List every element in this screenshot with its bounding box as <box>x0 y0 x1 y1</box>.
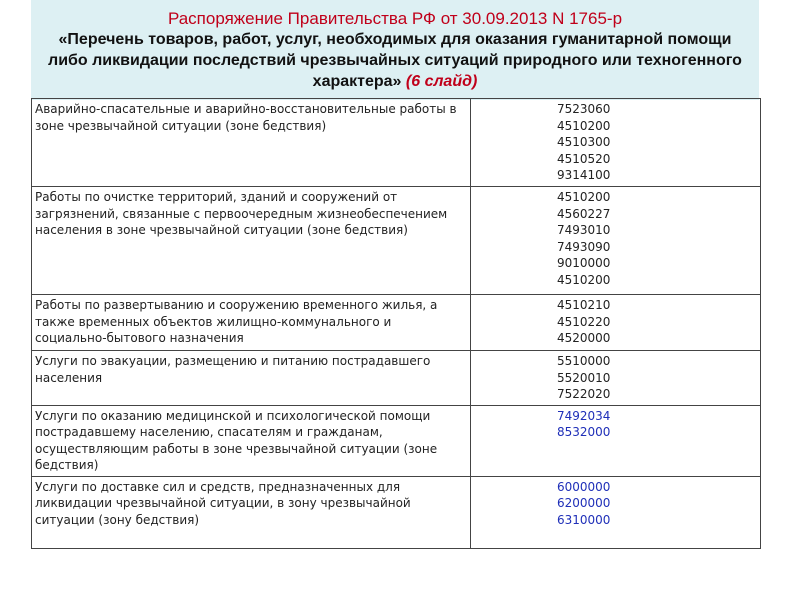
okved-code: 4510210 <box>556 298 611 312</box>
goods-table-container <box>31 98 761 549</box>
row-codes <box>470 351 760 406</box>
okved-code: 6200000 <box>556 496 611 510</box>
table-row <box>32 405 761 476</box>
row-description: Услуги по эвакуации, размещению и питанию пострадавшего населения <box>32 351 471 406</box>
okved-code: 6310000 <box>556 512 611 527</box>
table-row <box>32 295 761 351</box>
row-codes <box>470 187 760 295</box>
okved-code: 4510300 <box>556 135 611 149</box>
row-description: Работы по развертыванию и сооружению временного жилья, а также временных объектов жилищно-коммунального и социально-бытового назначения <box>32 295 471 351</box>
okved-code: 7493090 <box>556 239 611 254</box>
table-row <box>32 99 761 187</box>
okved-code: 4560227 <box>556 206 611 221</box>
okved-code: 4510200 <box>556 118 611 133</box>
slide-header <box>31 0 759 100</box>
okved-code: 4520000 <box>556 331 611 345</box>
okved-code: 4510520 <box>556 151 611 166</box>
okved-code: 7523060 <box>556 102 611 116</box>
okved-code: 4510200 <box>556 272 611 287</box>
okved-code: 7493010 <box>556 223 611 237</box>
okved-code: 6000000 <box>556 479 611 494</box>
okved-code: 4510220 <box>556 314 611 329</box>
okved-code: 7492034 <box>556 408 611 423</box>
okved-code: 9314100 <box>556 168 611 182</box>
row-codes <box>470 99 760 187</box>
okved-code: 9010000 <box>556 256 611 270</box>
slide-number-tag: (6 слайд) <box>405 73 478 90</box>
table-row <box>32 476 761 548</box>
row-description: Услуги по оказанию медицинской и психологической помощи пострадавшему населению, спасателям и гражданам, осуществляющим работы в зоне чрезвычайной ситуации (зоне бедствия) <box>32 405 471 476</box>
row-description: Аварийно-спасательные и аварийно-восстановительные работы в зоне чрезвычайной ситуации (зоне бедствия) <box>32 99 471 187</box>
okved-code: 8532000 <box>556 425 611 439</box>
table-row <box>32 351 761 406</box>
row-codes <box>470 295 760 351</box>
slide-subtitle <box>31 29 759 92</box>
subtitle-text: «Перечень товаров, работ, услуг, необходимых для оказания гуманитарной помощи либо ликвидации последствий чрезвычайных ситуаций природного или техногенного характера» <box>48 31 742 90</box>
slide-title: Распоряжение Правительства РФ от 30.09.2013 N 1765-р <box>167 9 623 28</box>
okved-code: 5510000 <box>556 354 611 368</box>
row-codes <box>470 405 760 476</box>
table-row <box>32 187 761 295</box>
okved-code: 4510200 <box>556 190 611 204</box>
row-description: Услуги по доставке сил и средств, предназначенных для ликвидации чрезвычайной ситуации, в зону чрезвычайной ситуации (зону бедствия) <box>32 476 471 548</box>
row-codes <box>470 476 760 548</box>
goods-services-table <box>31 98 761 549</box>
row-description: Работы по очистке территорий, зданий и сооружений от загрязнений, связанные с первоочередным жизнеобеспечением населения в зоне чрезвычайной ситуации (зоне бедствия) <box>32 187 471 295</box>
okved-code: 5520010 <box>556 370 611 385</box>
okved-code: 7522020 <box>556 387 611 401</box>
